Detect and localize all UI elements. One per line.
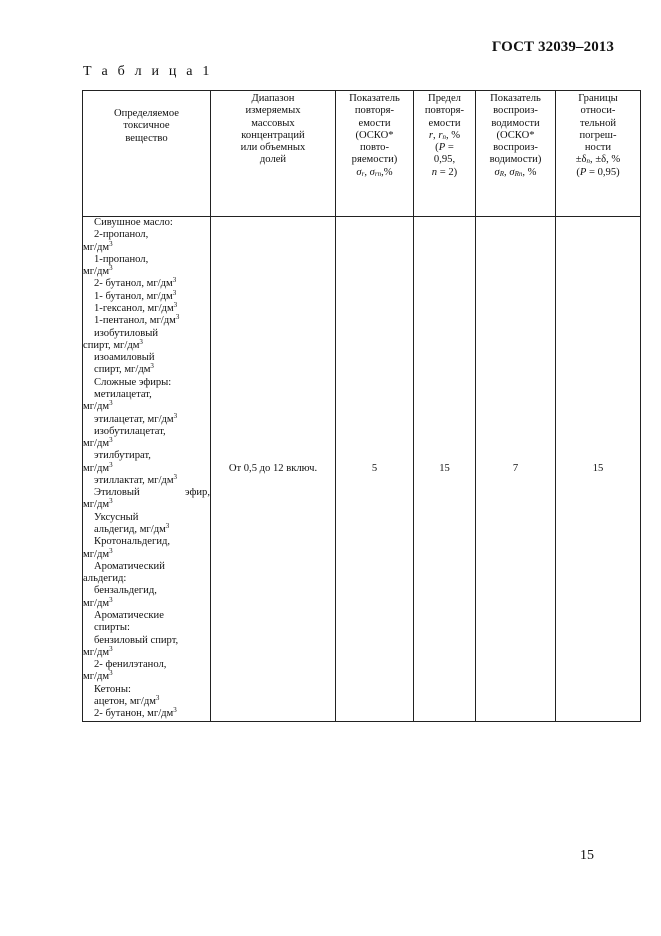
- unit-superscript: 3: [173, 300, 178, 309]
- unit-superscript: 3: [173, 411, 178, 420]
- header-line: (ОСКО*: [496, 129, 535, 141]
- repeatability-limit-cell: 15: [414, 217, 476, 722]
- substance-text: бензиловый спирт,: [94, 634, 179, 646]
- equals: = 0,95): [586, 166, 620, 178]
- header-line: относи-: [580, 105, 616, 117]
- header-line: вещество: [125, 132, 168, 144]
- substance-text: 2- фенилэтанол,: [94, 659, 167, 671]
- symbol: ±δ: [575, 154, 587, 166]
- substance-line: [83, 595, 210, 610]
- substance-text: мг/дм: [83, 671, 110, 683]
- unit: , ±δ, %: [590, 154, 621, 166]
- substance-line: [83, 254, 210, 266]
- substance-text: метилацетат,: [94, 388, 152, 400]
- header-line: Диапазон: [251, 93, 295, 104]
- unit-superscript: 3: [150, 362, 154, 371]
- substance-line: [83, 512, 210, 524]
- header-range: [211, 91, 336, 217]
- unit-superscript: 3: [172, 288, 177, 297]
- substance-text: спирт, мг/дм: [94, 364, 151, 376]
- substance-text: спирты:: [94, 622, 130, 634]
- substance-text: 2- бутанон, мг/дм: [94, 708, 174, 720]
- header-line: Показатель: [349, 93, 400, 104]
- header-line: повторя-: [424, 105, 465, 117]
- substance-line: [83, 671, 210, 683]
- substance-line: [83, 288, 210, 303]
- substance-line: [83, 460, 210, 475]
- substance-text: мг/дм: [83, 462, 110, 474]
- header-symbol-line: [336, 167, 413, 179]
- substance-line: [83, 229, 210, 241]
- header-line: водимости: [491, 117, 540, 129]
- unit-superscript: 3: [165, 522, 170, 531]
- substance-text: этилацетат, мг/дм: [94, 413, 174, 425]
- header-line: Предел: [428, 93, 461, 104]
- symbol: σ: [509, 166, 515, 178]
- unit: ,%: [381, 166, 393, 178]
- header-line: емости: [428, 117, 461, 129]
- substance-line: [83, 622, 210, 634]
- substance-line: [83, 659, 210, 671]
- symbol: σ: [356, 166, 362, 178]
- substance-text: Кетоны:: [94, 683, 131, 695]
- substance-text: Ароматический: [94, 560, 165, 572]
- header-line: концентраций: [241, 129, 305, 141]
- header-line: тельной: [579, 117, 617, 129]
- substance-line: [83, 708, 210, 720]
- symbol: σ: [369, 166, 375, 178]
- header-line: повторя-: [354, 105, 395, 117]
- unit-superscript: 3: [155, 693, 160, 702]
- substance-line: [83, 472, 210, 487]
- substance-text: изобутиловый: [94, 327, 159, 339]
- table-row: [83, 217, 641, 722]
- substance-line: [83, 389, 210, 401]
- substance-text: Кротональдегид,: [94, 536, 171, 548]
- substance-text: мг/дм: [83, 266, 110, 278]
- unit-superscript: 3: [109, 239, 113, 248]
- header-n-line: [414, 167, 475, 179]
- substance-text: 2- бутанол, мг/дм: [94, 278, 173, 290]
- substance-line: [83, 426, 210, 438]
- symbol: r: [438, 129, 443, 141]
- substance-text: 1-пентанол, мг/дм: [94, 315, 176, 327]
- header-probability-line: [414, 142, 475, 154]
- substance-text: этилбутират,: [94, 450, 151, 462]
- header-line: воспроиз-: [493, 105, 538, 117]
- substance-line: [83, 438, 210, 450]
- substance-text: Этиловый эфир,: [94, 487, 210, 499]
- header-repeatability-limit: [414, 91, 476, 217]
- header-reproducibility-sd: [476, 91, 556, 217]
- substance-line: [83, 300, 210, 315]
- substance-text: 2-пропанол,: [94, 229, 149, 241]
- substance-line: [83, 585, 210, 597]
- substance-text: этиллактат, мг/дм: [94, 474, 174, 486]
- header-line: ряемости): [351, 154, 398, 166]
- header-line: Показатель: [490, 93, 541, 104]
- substance-text: мг/дм: [83, 499, 110, 511]
- substance-text: 1- бутанол, мг/дм: [94, 290, 173, 302]
- symbol-subscript: n: [586, 157, 591, 166]
- header-symbol-line: [414, 130, 475, 142]
- substance-line: [83, 217, 210, 229]
- substance-line: [83, 315, 210, 327]
- header-line: водимости): [489, 154, 542, 166]
- table-title: Т а б л и ц а 1: [83, 64, 213, 79]
- substance-line: [83, 610, 210, 622]
- header-line: (ОСКО*: [355, 129, 394, 141]
- substance-text: 1-гексанол, мг/дм: [94, 302, 174, 314]
- substance-line: [83, 377, 210, 389]
- substance-text: мг/дм: [83, 438, 110, 450]
- separator: ,: [504, 166, 510, 178]
- header-probability-line: [556, 167, 640, 179]
- substance-line: [83, 684, 210, 696]
- unit-superscript: 3: [109, 497, 113, 506]
- substance-text: бензальдегид,: [94, 585, 157, 597]
- substance-line: [83, 573, 210, 585]
- substance-line: [83, 337, 210, 352]
- substance-line: [83, 561, 210, 573]
- substance-text: Ароматические: [94, 610, 164, 621]
- header-line: или объемных: [240, 142, 306, 154]
- unit-superscript: 3: [173, 472, 178, 481]
- substance-text: Уксусный: [94, 511, 139, 523]
- error-bounds-cell: 15: [556, 217, 641, 722]
- substance-line: [83, 450, 210, 462]
- table-header-row: [83, 91, 641, 217]
- unit: , %: [522, 166, 537, 178]
- substance-line: [83, 546, 210, 561]
- unit-superscript: 3: [109, 644, 113, 653]
- substance-line: [83, 536, 210, 548]
- separator: ,: [364, 166, 370, 178]
- substance-line: [83, 487, 210, 499]
- reproducibility-sd-cell: 7: [476, 217, 556, 722]
- substance-text: спирт, мг/дм: [83, 339, 140, 351]
- substance-text: альдегид:: [83, 573, 127, 585]
- header-line: Границы: [578, 93, 618, 104]
- substance-line: [83, 644, 210, 659]
- equals: = 2): [437, 166, 458, 178]
- unit-superscript: 3: [109, 436, 113, 445]
- header-line: ности: [584, 142, 612, 154]
- substance-text: мг/дм: [83, 548, 110, 560]
- header-line: повто-: [359, 142, 390, 154]
- substance-list-cell: [83, 217, 211, 722]
- header-line: массовых: [251, 117, 295, 129]
- header-symbol-line: [556, 154, 640, 166]
- substance-text: Сивушное масло:: [94, 217, 173, 228]
- header-line: емости: [358, 117, 391, 129]
- unit-superscript: 3: [109, 546, 113, 555]
- separator: ,: [433, 129, 439, 141]
- symbol: P: [579, 166, 587, 178]
- substance-text: 1-пропанол,: [94, 253, 149, 265]
- page-number: 15: [580, 848, 594, 863]
- unit: , %: [445, 129, 461, 141]
- metrology-table: [82, 90, 641, 722]
- header-line: токсичное: [123, 120, 170, 132]
- header-repeatability-sd: [336, 91, 414, 217]
- substance-text: мг/дм: [83, 597, 110, 609]
- unit-superscript: 3: [139, 337, 143, 346]
- unit-superscript: 3: [175, 313, 180, 322]
- unit-superscript: 3: [109, 399, 113, 408]
- header-line: погреш-: [579, 129, 617, 141]
- header-line: 0,95,: [433, 154, 456, 166]
- header-line: Определяемое: [114, 108, 179, 119]
- repeatability-sd-cell: 5: [336, 217, 414, 722]
- symbol: σ: [494, 166, 500, 178]
- symbol-subscript: r: [361, 169, 365, 178]
- header-symbol-line: [476, 167, 555, 179]
- substance-text: мг/дм: [83, 646, 110, 658]
- unit-superscript: 3: [109, 595, 113, 604]
- equals: =: [445, 142, 454, 154]
- symbol: P: [438, 142, 446, 154]
- substance-line: [83, 693, 210, 708]
- substance-text: мг/дм: [83, 401, 110, 413]
- symbol-subscript: R: [499, 169, 505, 178]
- substance-text: ацетон, мг/дм: [94, 695, 156, 707]
- substance-line: [83, 278, 210, 290]
- paren: (: [435, 142, 439, 154]
- substance-text: мг/дм: [83, 241, 110, 253]
- substance-text: Сложные эфиры:: [94, 376, 172, 388]
- substance-text: альдегид, мг/дм: [94, 524, 166, 536]
- header-line: измеряемых: [245, 105, 301, 117]
- symbol-subscript: rn: [374, 169, 382, 178]
- substance-line: [83, 328, 210, 340]
- header-substance: [83, 91, 211, 217]
- unit-superscript: 3: [109, 460, 113, 469]
- substance-text: изоамиловый: [94, 352, 155, 364]
- substance-line: [83, 401, 210, 413]
- substance-line: [83, 364, 210, 376]
- unit-superscript: 3: [109, 264, 113, 273]
- header-error-bounds: [556, 91, 641, 217]
- substance-line: [83, 266, 210, 278]
- substance-line: [83, 635, 210, 647]
- header-line: долей: [259, 154, 287, 166]
- unit-superscript: 3: [173, 706, 177, 715]
- unit-superscript: 3: [109, 669, 113, 678]
- substance-text: изобутилацетат,: [94, 425, 166, 437]
- symbol: n: [431, 166, 438, 178]
- symbol-subscript: Rn: [514, 169, 523, 178]
- symbol: r: [428, 129, 434, 141]
- range-cell: От 0,5 до 12 включ.: [211, 217, 336, 722]
- substance-line: [83, 411, 210, 426]
- document-code: ГОСТ 32039–2013: [491, 39, 614, 55]
- substance-line: [83, 499, 210, 511]
- substance-line: [83, 524, 210, 536]
- unit-superscript: 3: [172, 276, 177, 285]
- symbol-subscript: n: [442, 132, 446, 141]
- substance-line: [83, 239, 210, 254]
- header-line: воспроиз-: [493, 142, 538, 154]
- paren: (: [576, 166, 580, 178]
- substance-line: [83, 352, 210, 364]
